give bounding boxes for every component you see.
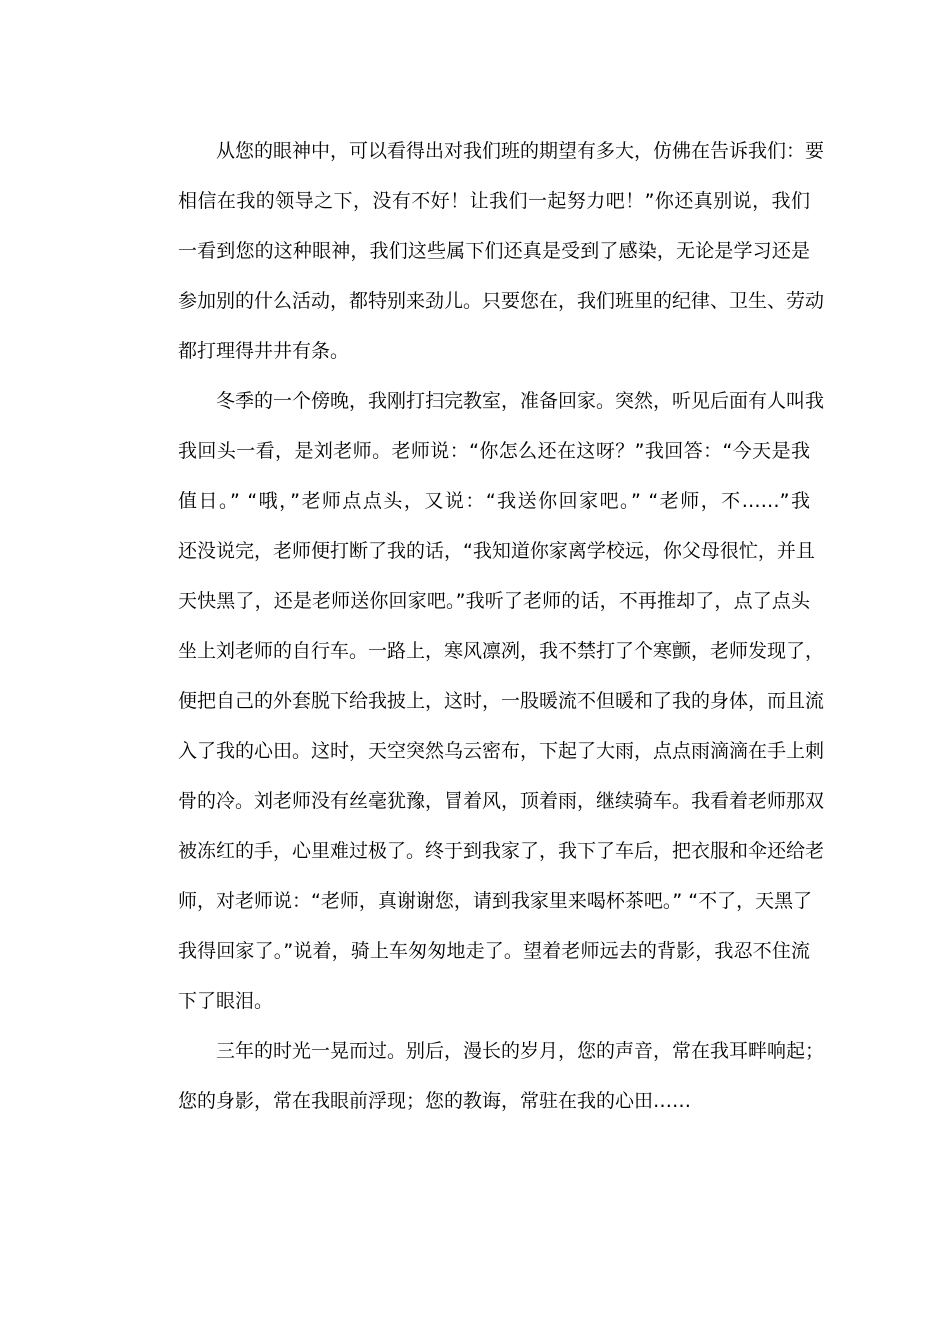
text-line: 天快黑了，还是老师送你回家吧。”我听了老师的话，不再推却了，点了点头 [178,590,810,612]
text-line: 坐上刘老师的自行车。一路上，寒风凛冽，我不禁打了个寒颤，老师发现了， [178,640,825,662]
text-line: 冬季的一个傍晚，我刚打扫完教室，准备回家。突然，听见后面有人叫我 [216,390,825,412]
text-line: 从您的眼神中，可以看得出对我们班的期望有多大，仿佛在告诉我们：要 [216,140,825,162]
text-line: 我回头一看，是刘老师。老师说：“你怎么还在这呀？”我回答：“今天是我 [178,440,810,462]
text-line: 被冻红的手，心里难过极了。终于到我家了，我下了车后，把衣服和伞还给老 [178,840,825,862]
paragraph-2 [178,376,825,1026]
paragraph-3 [178,1026,825,1126]
text-line: 便把自己的外套脱下给我披上，这时，一股暖流不但暖和了我的身体，而且流 [178,690,825,712]
text-line: 三年的时光一晃而过。别后，漫长的岁月，您的声音，常在我耳畔响起； [216,1040,825,1062]
text-line: 我得回家了。”说着，骑上车匆匆地走了。望着老师远去的背影，我忍不住流 [178,940,810,962]
text-line: 入了我的心田。这时，天空突然乌云密布，下起了大雨，点点雨滴滴在手上刺 [178,740,825,762]
text-line: 相信在我的领导之下，没有不好！让我们一起努力吧！”你还真别说，我们 [178,190,810,212]
paragraph-1 [178,126,825,376]
text-line: 骨的冷。刘老师没有丝毫犹豫，冒着风，顶着雨，继续骑车。我看着老师那双 [178,790,825,812]
text-line: 您的身影，常在我眼前浮现；您的教诲，常驻在我的心田…… [178,1090,692,1112]
text-line: 还没说完，老师便打断了我的话，“我知道你家离学校远，你父母很忙，并且 [178,540,815,562]
text-line: 都打理得井井有条。 [178,340,350,362]
essay-body [178,126,825,1126]
text-line: 参加别的什么活动，都特别来劲儿。只要您在，我们班里的纪律、卫生、劳动 [178,290,825,312]
text-line: 下了眼泪。 [178,990,274,1012]
text-line: 师，对老师说：“老师，真谢谢您，请到我家里来喝杯茶吧。” “不了，天黑了 [178,890,813,912]
text-line: 一看到您的这种眼神，我们这些属下们还真是受到了感染，无论是学习还是 [178,240,810,262]
text-line: 值日。” “哦，”老师点点头，又说：“我送你回家吧。” “老师，不……”我 [178,490,810,512]
